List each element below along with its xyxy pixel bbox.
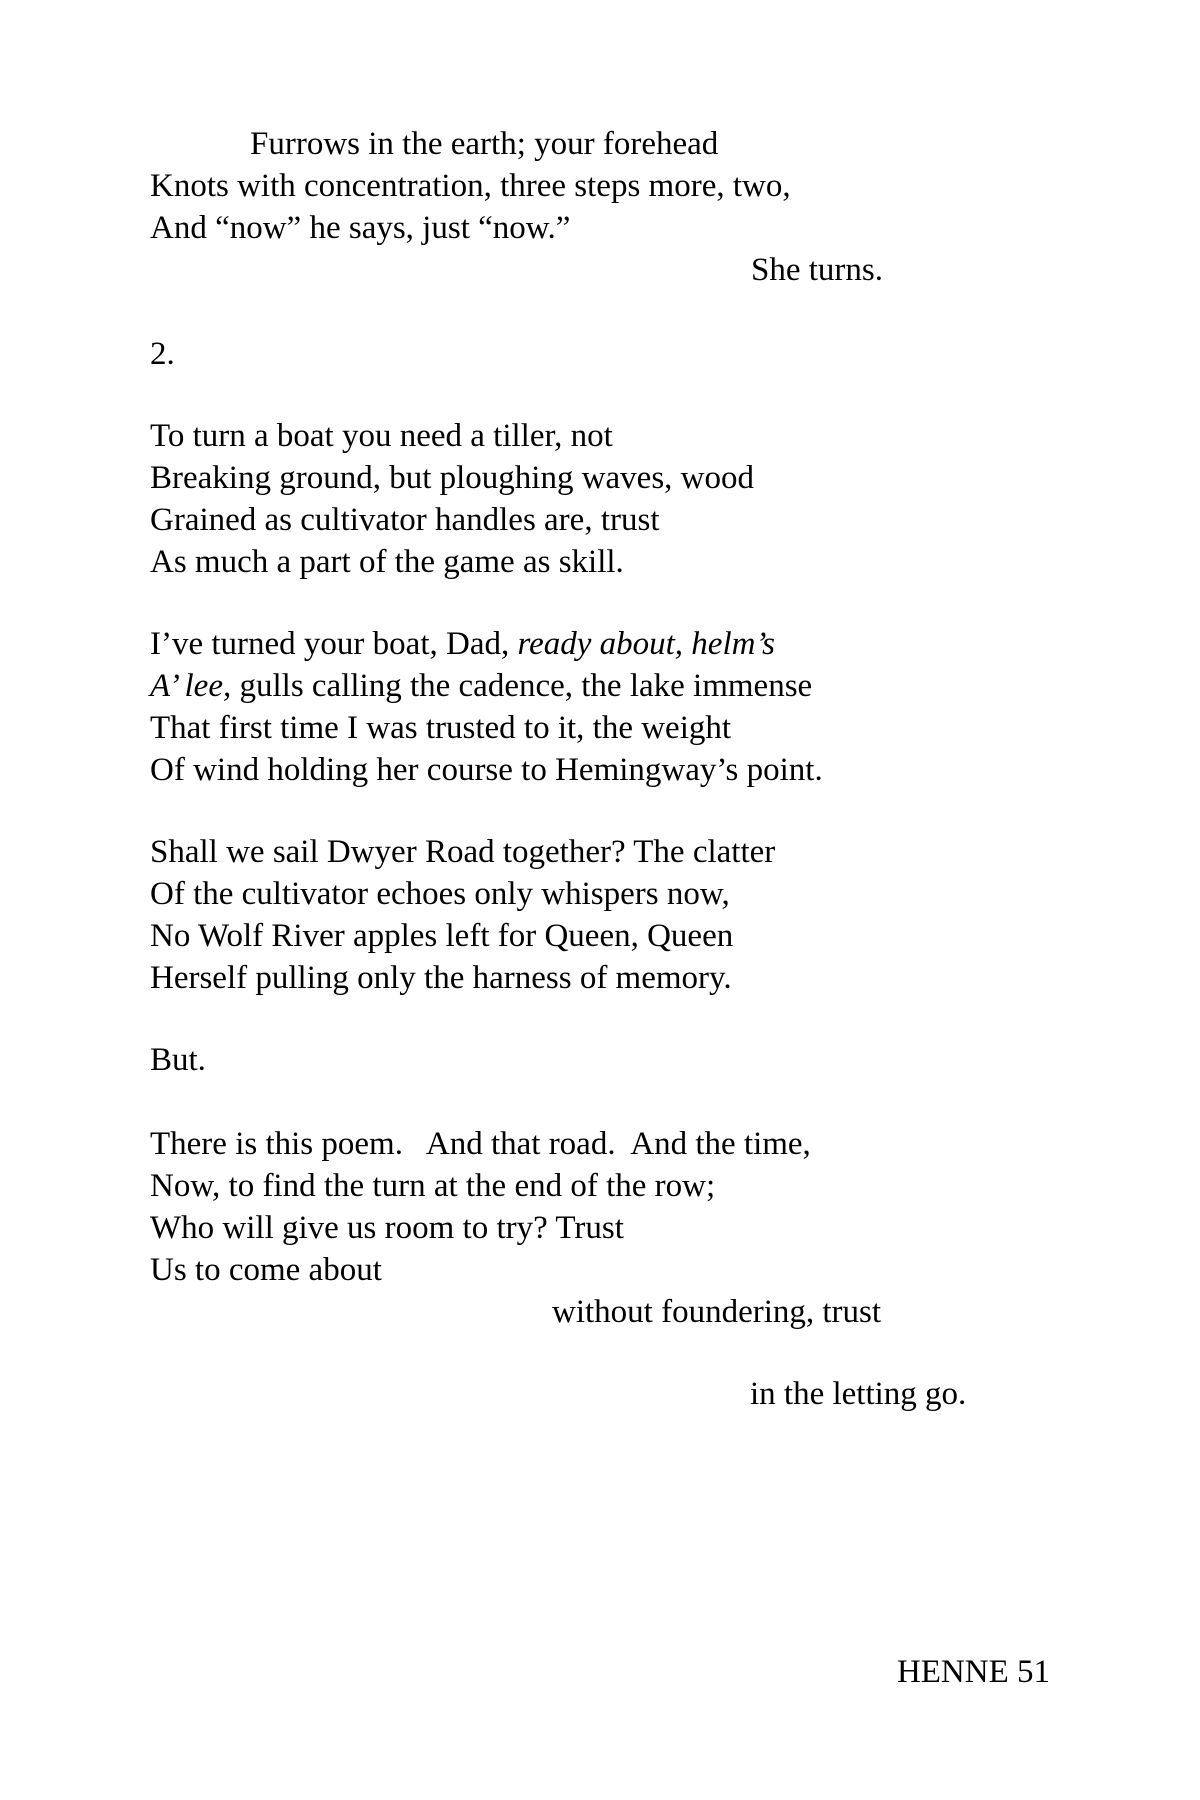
poem-line: in the letting go. <box>750 1376 967 1412</box>
poem-line: And “now” he says, just “now.” <box>150 210 571 246</box>
running-head-page-number: HENNE 51 <box>896 1654 1050 1690</box>
poem-line: Shall we sail Dwyer Road together? The clatter <box>150 834 776 870</box>
poem-line: Grained as cultivator handles are, trust <box>150 502 660 538</box>
poem-line: Who will give us room to try? Trust <box>150 1210 624 1246</box>
poem-line-text: I’ve turned your boat, Dad, <box>150 626 518 662</box>
poem-line: Furrows in the earth; your forehead <box>250 126 719 162</box>
poem-line: Breaking ground, but ploughing waves, wood <box>150 460 755 496</box>
poem-line: Us to come about <box>150 1252 382 1288</box>
poem-line: To turn a boat you need a tiller, not <box>150 418 613 454</box>
poem-line: Knots with concentration, three steps more, two, <box>150 168 791 204</box>
poem-line: She turns. <box>751 252 883 288</box>
poem-line: Now, to find the turn at the end of the row; <box>150 1168 716 1204</box>
poem-line: There is this poem. And that road. And the time, <box>150 1126 811 1162</box>
poem-line: But. <box>150 1042 206 1078</box>
poem-line-italic: ready about, helm’s <box>517 626 776 662</box>
poem-line: No Wolf River apples left for Queen, Queen <box>150 918 734 954</box>
poem-line: Of wind holding her course to Hemingway’s point. <box>150 752 823 788</box>
poem-line: That first time I was trusted to it, the weight <box>150 710 732 746</box>
poem-line <box>150 666 812 706</box>
poem-line-text: gulls calling the cadence, the lake immense <box>231 668 813 704</box>
section-number: 2. <box>150 336 175 372</box>
poem-line: As much a part of the game as skill. <box>150 544 624 580</box>
poem-line: without foundering, trust <box>552 1294 882 1330</box>
poem-line: Of the cultivator echoes only whispers now, <box>150 876 730 912</box>
poem-line <box>150 624 775 664</box>
poem-line-italic: A’ lee, <box>150 668 232 704</box>
poem-line: Herself pulling only the harness of memory. <box>150 960 732 996</box>
